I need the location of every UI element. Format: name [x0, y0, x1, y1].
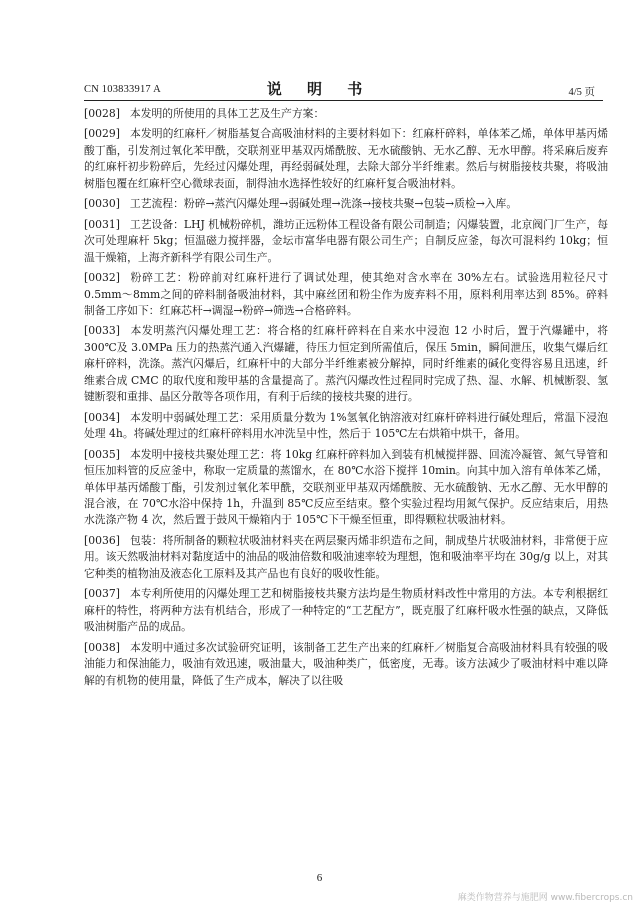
paragraph-0033 — [84, 323, 608, 405]
paragraph-number: [0034] — [84, 410, 120, 424]
paragraph-0037 — [84, 586, 608, 635]
paragraph-0032 — [84, 270, 608, 319]
paragraph-number: [0037] — [84, 587, 120, 601]
paragraph-number: [0035] — [84, 447, 120, 461]
paragraph-number: [0032] — [84, 271, 120, 285]
paragraph-0031 — [84, 217, 608, 266]
paragraph-number: [0033] — [84, 324, 120, 338]
paragraph-number: [0030] — [84, 197, 120, 211]
paragraph-number: [0029] — [84, 127, 120, 141]
paragraph-text: 本发明蒸汽闪爆处理工艺：将合格的红麻杆碎料在自来水中浸泡 12 小时后，置于汽爆罐中，将 300℃及 3.0MPa 压力的热蒸汽通入汽爆罐，待压力恒定到所需值后，保压 5min，瞬间泄压，收集气爆后红麻杆碎料，洗涤。蒸汽闪爆后，红麻杆中的大部分半纤维素被分解掉，同时纤维素的碱化变得容易且迅速，纤维素合成 CMC 的取代度和羧甲基的含量提高了。蒸汽闪爆改性过程同时完成了热、湿、水解、机械断裂、氢键断裂和重排、晶区分散等各项作用，有利于后续的接枝共聚的进行。 — [84, 324, 608, 404]
document-body — [84, 106, 608, 693]
paragraph-text: 粉碎工艺：粉碎前对红麻杆进行了调试处理，使其绝对含水率在 30%左右。试验选用粒径尺寸 0.5mm～8mm之间的碎料制备吸油材料，其中麻丝团和粉尘作为废弃料不用，原料利用率达到 85%。碎料制备工序如下：红麻芯杆→调湿→粉碎→筛选→合格碎料。 — [84, 271, 608, 317]
document-title: 说 明 书 — [266, 80, 373, 98]
paragraph-number: [0036] — [84, 533, 120, 547]
paragraph-text: 包装：将所制备的颗粒状吸油材料夹在两层聚丙烯非织造布之间，制成垫片状吸油材料，非常便于应用。该天然吸油材料对黏度适中的油品的吸油倍数和吸油速率较为理想，饱和吸油率平均在 30g/g 以上，对其它种类的植物油及液态化工原料及其产品也有良好的吸收性能。 — [84, 533, 608, 580]
paragraph-text: 本发明的红麻杆／树脂基复合高吸油材料的主要材料如下：红麻杆碎料，单体苯乙烯，单体甲基丙烯酸丁酯，引发剂过氧化苯甲酰，交联剂亚甲基双丙烯酰胺、无水硫酸钠、无水乙醇、无水甲醇。将采麻后废弃的红麻杆初步粉碎后，先经过闪爆处理，再经弱碱处理，去除大部分半纤维素。然后与树脂接枝共聚，将吸油树脂包覆在红麻杆空心微球表面，制得油水选择性较好的红麻杆复合吸油材料。 — [84, 127, 608, 190]
paragraph-0029 — [84, 126, 608, 192]
page-indicator: 4/5 页 — [568, 87, 595, 98]
header-divider — [84, 100, 603, 101]
paragraph-text: 本发明的所使用的具体工艺及生产方案： — [129, 107, 325, 120]
paragraph-number: [0028] — [84, 107, 120, 120]
page-number: 6 — [316, 872, 323, 884]
paragraph-text: 工艺流程：粉碎→蒸汽闪爆处理→弱碱处理→洗涤→接枝共聚→包装→质检→入库。 — [129, 197, 518, 211]
paragraph-text: 本专利所使用的闪爆处理工艺和树脂接枝共聚方法均是生物质材料改性中常用的方法。本专利根据红麻杆的特性，将两种方法有机结合，形成了一种特定的“工艺配方”，既克服了红麻杆吸水性强的缺点，又降低吸油树脂产品的成品。 — [84, 587, 608, 634]
paragraph-0035 — [84, 447, 608, 529]
paragraph-0028 — [84, 106, 608, 122]
site-watermark: 麻类作物营养与施肥网 www.fibercrops.cn — [457, 893, 633, 903]
paragraph-0036 — [84, 533, 608, 582]
paragraph-0038 — [84, 640, 608, 689]
paragraph-text: 本发明中接枝共聚处理工艺：将 10kg 红麻杆碎料加入到装有机械搅拌器、回流冷凝管、氮气导管和恒压加料管的反应釜中，称取一定质量的蒸馏水，在 80℃水浴下搅拌 10min。向其中加入溶有单体苯乙烯，单体甲基丙烯酸丁酯，引发剂过氧化苯甲酰，交联剂亚甲基双丙烯酰胺、无水硫酸钠、无水乙醇、无水甲醇的混合液，在 70℃水浴中保持 1h，升温到 85℃反应至结束。整个实验过程均用氮气保护。反应结束后，用热水洗涤产物 4 次，然后置于鼓风干燥箱内于 105℃下干燥至恒重，即得颗粒状吸油材料。 — [84, 447, 608, 527]
patent-number: CN 103833917 A — [84, 84, 161, 95]
paragraph-number: [0038] — [84, 640, 120, 654]
paragraph-number: [0031] — [84, 217, 120, 231]
paragraph-0034 — [84, 410, 608, 443]
paragraph-0030 — [84, 196, 608, 212]
paragraph-text: 本发明中弱碱处理工艺：采用质量分数为 1%氢氧化钠溶液对红麻杆碎料进行碱处理后，常温下浸泡处理 4h。将碱处理过的红麻杆碎料用水冲洗呈中性，然后于 105℃左右烘箱中烘干，备用。 — [84, 410, 608, 441]
paragraph-text: 工艺设备：LHJ 机械粉碎机，潍坊正远粉体工程设备有限公司制造；闪爆装置，北京阀门厂生产，每次可处理麻杆 5kg；恒温磁力搅拌器，金坛市富华电器有限公司生产；自制反应釜，每次可混料约 10kg；恒温干燥箱，上海齐新科学有限公司生产。 — [84, 217, 608, 264]
paragraph-text: 本发明中通过多次试验研究证明，该制备工艺生产出来的红麻杆／树脂复合高吸油材料具有较强的吸油能力和保油能力，吸油有效迅速，吸油量大，吸油种类广，低密度，无毒。该方法减少了吸油材料中难以降解的有机物的使用量，降低了生产成本，解决了以往吸 — [84, 640, 608, 687]
